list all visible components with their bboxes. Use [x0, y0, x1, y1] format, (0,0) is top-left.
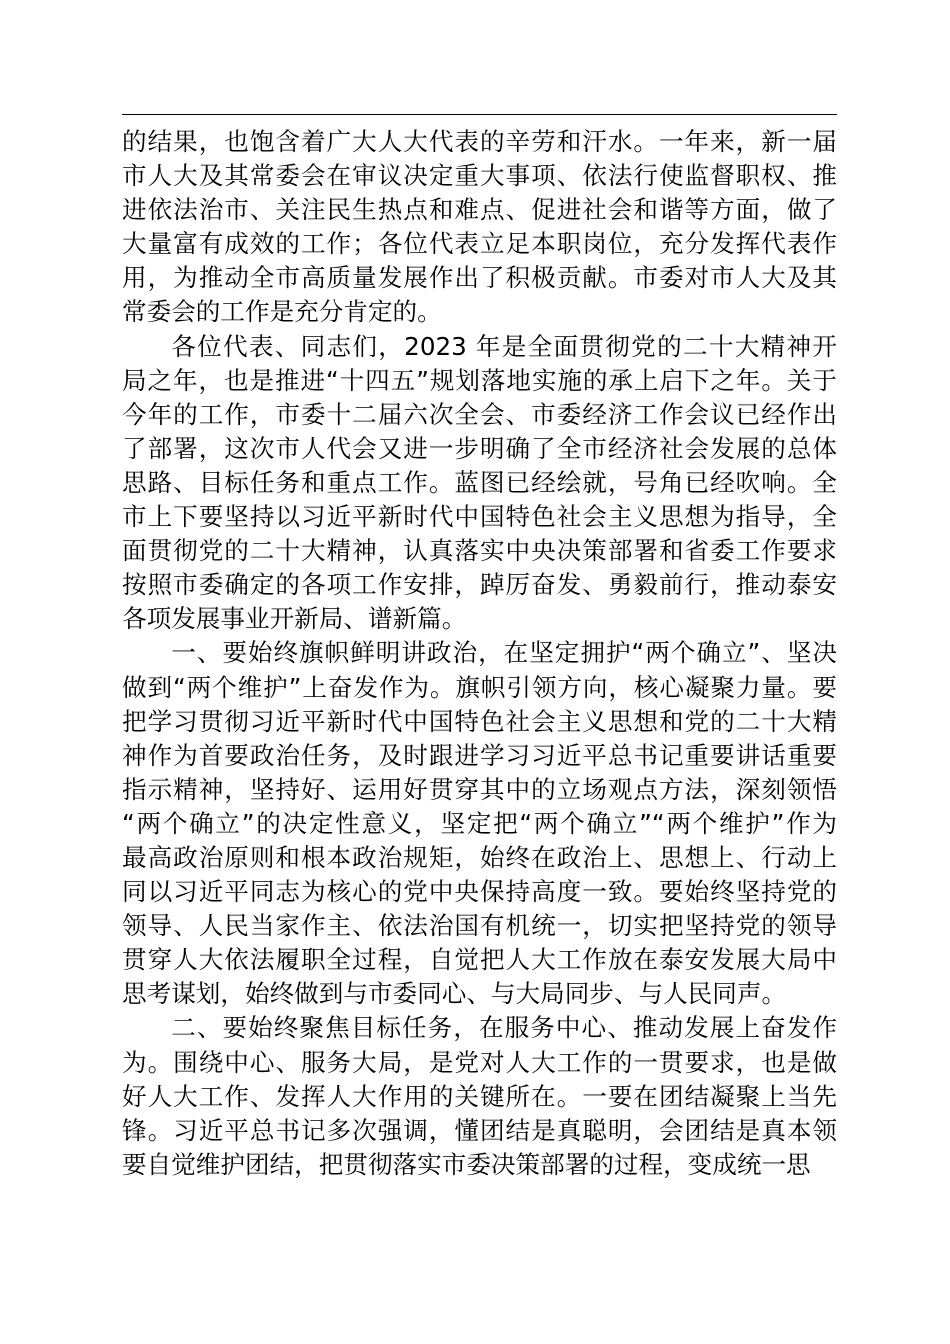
text-line: 面贯彻党的二十大精神，认真落实中央决策部署和省委工作要求 [122, 536, 837, 566]
paragraph [122, 1011, 837, 1181]
text-line: 最高政治原则和根本政治规矩，始终在政治上、思想上、行动上 [122, 842, 837, 872]
text-line: 大量富有成效的工作；各位代表立足本职岗位，充分发挥代表作 [122, 229, 837, 259]
text-line: 一、要始终旗帜鲜明讲政治，在坚定拥护“两个确立”、坚决 [171, 638, 837, 668]
text-line: 好人大工作、发挥人大作用的关键所在。一要在团结凝聚上当先 [122, 1081, 837, 1111]
text-line: 要自觉维护团结，把贯彻落实市委决策部署的过程，变成统一思 [122, 1149, 811, 1179]
text-line: 为。围绕中心、服务大局，是党对人大工作的一贯要求，也是做 [122, 1047, 837, 1077]
text-line: 同以习近平同志为核心的党中央保持高度一致。要始终坚持党的 [122, 877, 837, 907]
text-line: 局之年，也是推进“十四五”规划落地实施的承上启下之年。关于 [122, 365, 837, 395]
text-line: 把学习贯彻习近平新时代中国特色社会主义思想和党的二十大精 [122, 706, 837, 736]
text-line: 各位代表、同志们，2023 年是全面贯彻党的二十大精神开 [171, 331, 837, 361]
text-line: 二、要始终聚焦目标任务，在服务中心、推动发展上奋发作 [171, 1013, 837, 1043]
text-line: 市上下要坚持以习近平新时代中国特色社会主义思想为指导，全 [122, 502, 837, 532]
text-line: 进依法治市、关注民生热点和难点、促进社会和谐等方面，做了 [122, 195, 837, 225]
paragraph [122, 330, 837, 637]
text-line: 按照市委确定的各项工作安排，踔厉奋发、勇毅前行，推动泰安 [122, 570, 837, 600]
text-line: 常委会的工作是充分肯定的。 [122, 297, 442, 327]
text-line: 思路、目标任务和重点工作。蓝图已经绘就，号角已经吹响。全 [122, 467, 837, 497]
text-line: 神作为首要政治任务，及时跟进学习习近平总书记重要讲话重要 [122, 740, 837, 770]
text-line: 思考谋划，始终做到与市委同心、与大局同步、与人民同声。 [122, 979, 787, 1009]
text-line: 的结果，也饱含着广大人大代表的辛劳和汗水。一年来，新一届 [122, 127, 837, 156]
paragraph [122, 636, 837, 1011]
text-line: 贯穿人大依法履职全过程，自觉把人大工作放在泰安发展大局中 [122, 945, 837, 975]
document-body [122, 125, 837, 1182]
text-line: 锋。习近平总书记多次强调，懂团结是真聪明，会团结是真本领 [122, 1115, 837, 1145]
text-line: 各项发展事业开新局、谱新篇。 [122, 604, 467, 634]
text-line: 用，为推动全市高质量发展作出了积极贡献。市委对市人大及其 [122, 263, 837, 293]
text-line: 市人大及其常委会在审议决定重大事项、依法行使监督职权、推 [122, 161, 837, 191]
text-line: 做到“两个维护”上奋发作为。旗帜引领方向，核心凝聚力量。要 [122, 672, 837, 702]
text-line: 指示精神，坚持好、运用好贯穿其中的立场观点方法，深刻领悟 [122, 774, 837, 804]
paragraph [122, 125, 837, 330]
text-line: “两个确立”的决定性意义，坚定把“两个确立”“两个维护”作为 [122, 808, 837, 838]
text-line: 今年的工作，市委十二届六次全会、市委经济工作会议已经作出 [122, 399, 837, 429]
header-rule [122, 114, 837, 115]
text-line: 领导、人民当家作主、依法治国有机统一，切实把坚持党的领导 [122, 911, 837, 941]
text-line: 了部署，这次市人代会又进一步明确了全市经济社会发展的总体 [122, 433, 837, 463]
